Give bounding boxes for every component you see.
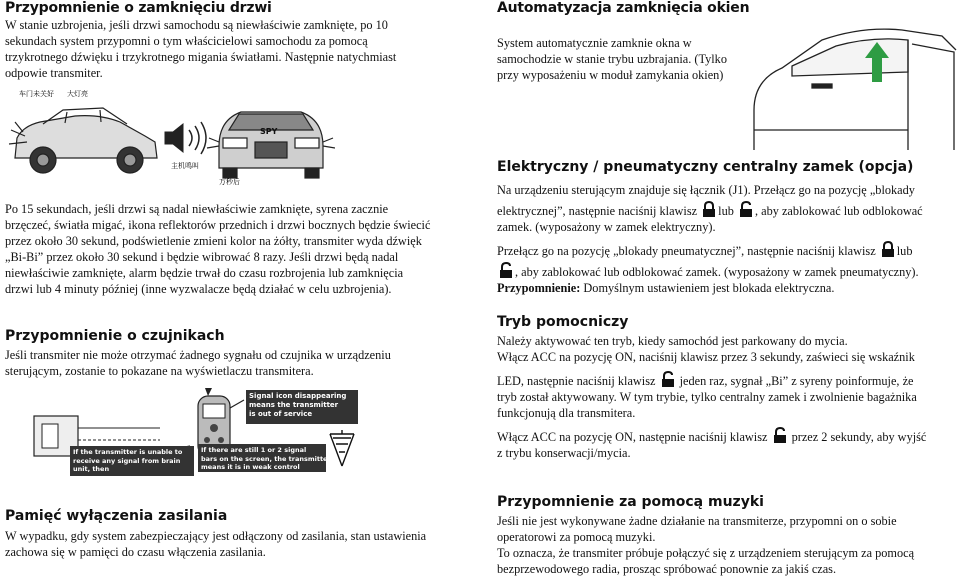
text-line: sekundach system przypomni o tym właścicielowi samochodu za pomocą [5, 34, 368, 48]
lock-key-icon [880, 241, 896, 258]
door-reminder-title: Przypomnienie o zamknięciu drzwi [5, 0, 272, 16]
callout-line: unit, then [73, 465, 110, 473]
callout-signal-lost [246, 390, 358, 424]
text-line: operatorowi za pomocą muzyki. [497, 530, 656, 544]
text-line: zamek. (wyposażony w zamek elektryczny). [497, 220, 716, 234]
text-line: Jeśli nie jest wykonywane żadne działanie na transmiterze, przypomni on o sobie [497, 514, 897, 528]
text-line: W stanie uzbrojenia, jeśli drzwi samochodu są niewłaściwie zamknięte, po 10 [5, 18, 388, 32]
text-fragment: Przełącz go na pozycję „blokady pneumatycznej”, następnie naciśnij klawisz [497, 244, 876, 258]
lock-key-icon [701, 201, 717, 218]
sensor-diagram [30, 388, 360, 474]
central-lock-text [497, 182, 923, 296]
plate-label: SPY [260, 127, 278, 136]
sensor-reminder-text [5, 347, 391, 379]
sensor-reminder-title: Przypomnienie o czujnikach [5, 328, 225, 344]
door-alarm-text [5, 201, 430, 297]
text-line: funkcjonują dla transmitera. [497, 406, 636, 420]
text-line: samochodzie w stanie trybu uzbrajania. (Tylko [497, 52, 727, 66]
text-line [497, 371, 926, 389]
text-line: Na urządzeniu sterującym znajduje się łącznik (J1). Przełącz go na pozycję „blokady [497, 183, 915, 197]
text-fragment: , aby zablokować lub odblokować [754, 204, 923, 218]
text-line: odpowie transmiter. [5, 66, 103, 80]
text-line: przez około 30 sekund, podświetlenie zmieni kolor na żółty, transmiter wyda dźwięk [5, 234, 422, 248]
central-lock-title: Elektryczny / pneumatyczny centralny zamek (opcja) [497, 159, 914, 175]
aux-mode-title: Tryb pomocniczy [497, 314, 629, 330]
text-fragment: przez 2 sekundy, aby wyjść [788, 430, 927, 444]
callout-no-signal [70, 446, 194, 476]
text-line: bezprzewodowego radia, prosząc spróbować ponownie za jakiś czas. [497, 562, 837, 576]
text-fragment: lub [896, 244, 913, 258]
text-fragment: elektrycznej”, następnie naciśnij klawisz [497, 204, 698, 218]
text-line: To oznacza, że transmiter próbuje połączyć się z urządzeniem sterującym za pomocą [497, 546, 915, 560]
text-line: W wypadku, gdy system zabezpieczający jest odłączony od zasilania, stan ustawienia [5, 529, 427, 543]
callout-line: If the transmitter is unable to [73, 448, 183, 456]
callout-line: means it is in weak control [201, 463, 300, 471]
door-reminder-text [5, 17, 396, 81]
figure-note: 大灯亮 [67, 90, 88, 98]
window-auto-close-title: Automatyzacja zamknięcia okien [497, 0, 750, 16]
text-line [497, 241, 923, 259]
unlock-key-icon [498, 262, 514, 279]
text-line: zachowa się w pamięci do czasu włączenia zasilania. [5, 545, 266, 559]
music-reminder-title: Przypomnienie za pomocą muzyki [497, 494, 764, 510]
callout-line: receive any signal from brain [73, 456, 181, 465]
text-line: drzwi lub 4 minuty później (inne wyzwalacze będą działać w celu uzbrojenia). [5, 282, 392, 296]
figure-note: 车门未关好 [19, 90, 54, 98]
text-fragment: Włącz ACC na pozycję ON, następnie naciśnij klawisz [497, 430, 768, 444]
text-line: przy wyposażeniu w moduł zamykania okien) [497, 68, 724, 82]
car-window-illustration [752, 10, 958, 152]
window-auto-close-text [497, 35, 727, 83]
text-fragment: Domyślnym ustawieniem jest blokada elektryczna. [580, 281, 835, 295]
music-reminder-text [497, 513, 914, 577]
text-line [497, 427, 926, 445]
text-fragment: lub [718, 204, 734, 218]
unlock-key-icon [660, 371, 676, 388]
text-line: brzęczeć, światła migać, ikona reflektorów przednich i drzwi bocznych będzie świecić [5, 218, 431, 232]
text-line [497, 262, 923, 280]
door-reminder-illustration [5, 86, 335, 186]
callout-line: is out of service [249, 410, 313, 418]
power-memory-text [5, 528, 426, 560]
text-line: trzykrotnego dźwięku i trzykrotnego migania światłami. Następnie natychmiast [5, 50, 397, 64]
callout-weak-signal [198, 444, 331, 472]
text-line: Należy aktywować ten tryb, kiedy samochód jest parkowany do mycia. [497, 334, 848, 348]
figure-note: 主机鸣叫 [171, 162, 199, 170]
text-fragment: LED, następnie naciśnij klawisz [497, 374, 656, 388]
text-line: Włącz ACC na pozycję ON, naciśnij klawisz przez 3 sekundy, zaświeci się wskaźnik [497, 350, 915, 364]
text-line: tryb został aktywowany. W tym trybie, tylko centralny zamek i zwolnienie bagażnika [497, 390, 917, 404]
text-line: System automatycznie zamknie okna w [497, 36, 692, 50]
callout-line: Signal icon disappearing [249, 392, 347, 400]
text-line: „Bi-Bi” przez około 30 sekund i będzie wibrować 8 razy. Jeśli drzwi będą nadal [5, 250, 399, 264]
unlock-key-icon [772, 427, 788, 444]
text-line: z trybu konserwacji/mycia. [497, 446, 631, 460]
callout-line: means the transmitter [249, 401, 339, 409]
text-line: Po 15 sekundach, jeśli drzwi są nadal niewłaściwie zamknięte, syrena zacznie [5, 202, 389, 216]
text-line: niewłaściwie zamknięte, alarm będzie trwał do czasu rozbrojenia lub zamknięcia [5, 266, 404, 280]
car-front-illustration [207, 112, 335, 178]
text-line: Jeśli transmiter nie może otrzymać żadnego sygnału od czujnika w urządzeniu [5, 348, 391, 362]
callout-line: If there are still 1 or 2 signal [201, 446, 307, 454]
power-memory-title: Pamięć wyłączenia zasilania [5, 508, 228, 524]
unlock-key-icon [738, 201, 754, 218]
antenna-icon [330, 430, 354, 466]
text-line: sterującym, zostanie to pokazane na wyświetlaczu transmitera. [5, 364, 314, 378]
callout-line: bars on the screen, the transmitter [201, 454, 331, 463]
figure-note: 万秒后 [219, 178, 240, 186]
text-fragment: , aby zablokować lub odblokować zamek. (wyposażony w zamek pneumatyczny). [515, 265, 919, 279]
note-label: Przypomnienie: [497, 281, 581, 295]
text-line [497, 280, 923, 296]
aux-mode-text [497, 333, 926, 461]
text-line [497, 201, 923, 219]
text-fragment: jeden raz, sygnał „Bi” z syreny poinformuje, że [676, 374, 914, 388]
